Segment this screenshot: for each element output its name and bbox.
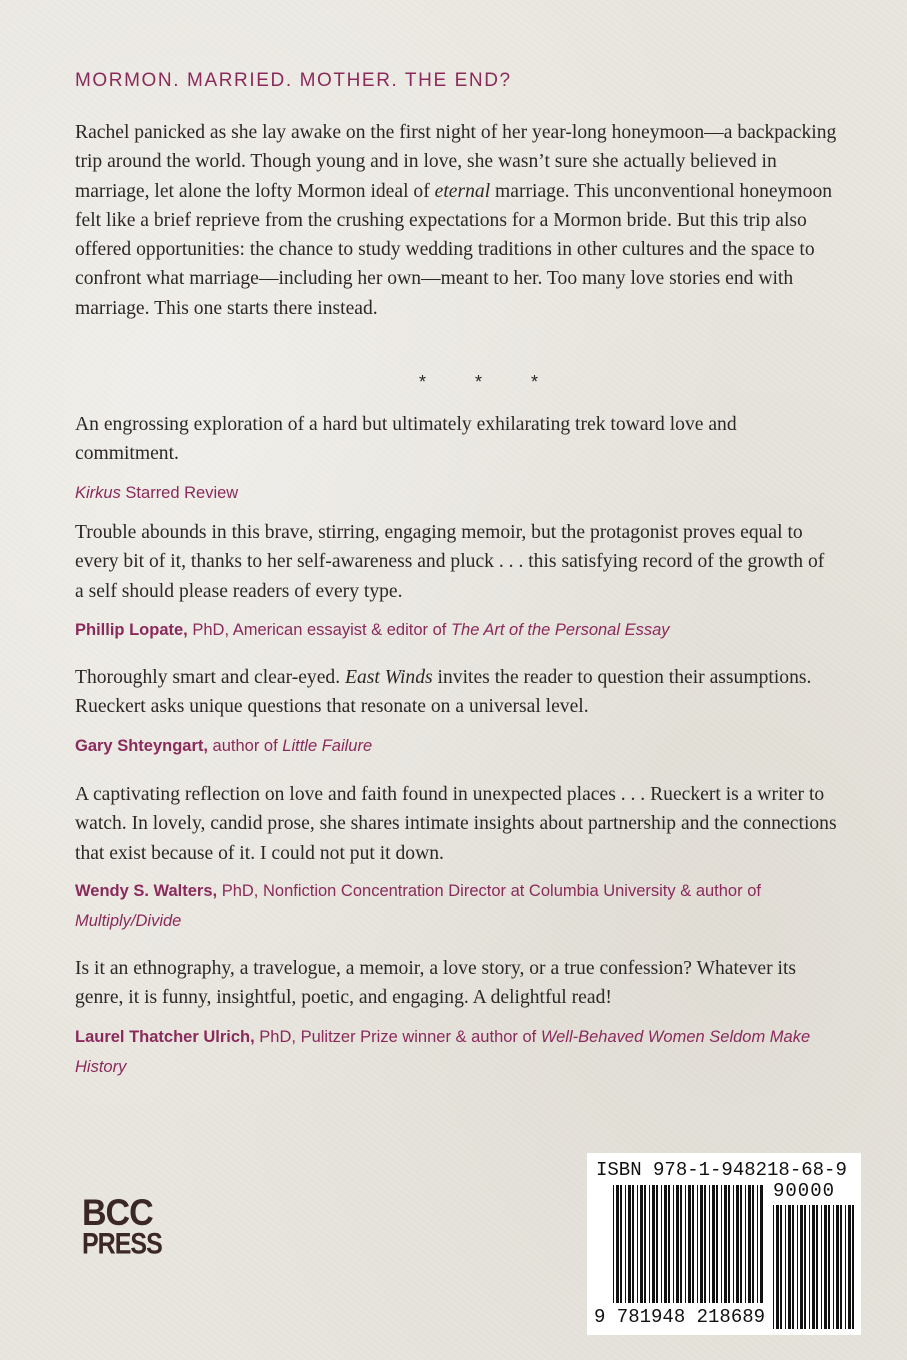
barcode-bar — [685, 1185, 686, 1303]
review-source-suffix: Starred Review — [120, 484, 239, 502]
review-quote: An engrossing exploration of a hard but ultimately exhilarating trek toward love and commitment. — [75, 414, 737, 465]
barcode-bar — [668, 1185, 670, 1303]
review-attribution — [75, 876, 845, 936]
barcode-bar — [644, 1185, 646, 1303]
barcode-bar — [640, 1185, 643, 1303]
barcode-bar — [716, 1185, 718, 1303]
barcode-bar — [728, 1185, 730, 1303]
barcode-bar — [692, 1185, 694, 1303]
barcode-bar — [656, 1185, 658, 1303]
barcode-bar — [661, 1185, 662, 1303]
barcode-bar — [697, 1185, 698, 1303]
barcode-bar — [840, 1205, 842, 1329]
barcode-bar — [673, 1185, 674, 1303]
barcode-bar — [833, 1205, 834, 1329]
barcode-bar — [733, 1185, 734, 1303]
barcode-bar — [721, 1185, 722, 1303]
review-quote: A captivating reflection on love and faith found in unexpected places . . . Rueckert is a writer to watch. In lovely, candid prose, she shares intimate insights about partnership and the connections that exist because of it. I could not put it down. — [75, 784, 837, 864]
reviewer-detail: PhD, Pulitzer Prize winner & author of — [254, 1028, 541, 1046]
review-quote: Is it an ethnography, a travelogue, a memoir, a love story, or a true confession? Whatever its genre, it is funny, insightful, poetic, and engaging. A delightful read! — [75, 958, 797, 1009]
barcode-bar — [824, 1205, 827, 1329]
barcode-bar — [836, 1205, 839, 1329]
reviewer-name: Laurel Thatcher Ulrich, — [75, 1028, 255, 1046]
reviewer-name: Wendy S. Walters, — [75, 882, 218, 900]
quote-title: East Winds — [345, 667, 433, 688]
barcode-bar — [780, 1205, 782, 1329]
barcode-bar — [688, 1185, 691, 1303]
barcode-bar — [816, 1205, 818, 1329]
barcode-bar — [852, 1205, 854, 1329]
barcode-bar — [664, 1185, 667, 1303]
barcode-bar — [760, 1185, 763, 1303]
reviewer-work: The Art of the Personal Essay — [450, 621, 670, 639]
barcode-ean-digits: 9 781948 218689 — [594, 1306, 766, 1328]
reviewer-work: Little Failure — [282, 737, 373, 755]
barcode-bar — [740, 1185, 742, 1303]
barcode-bar — [788, 1205, 791, 1329]
barcode-bar — [792, 1205, 794, 1329]
blurb-text: Rachel panicked as she lay awake on the first night of her year-long honeymoon—a backpacking trip around the world. Though young and in love, she wasn’t sure she actually believed in marriage, let alone the lofty Mormon ideal of — [75, 122, 837, 202]
quote-text: invites the reader to question their assumptions. Rueckert asks unique questions that resonate on a universal level. — [75, 667, 812, 718]
barcode-bar — [625, 1185, 626, 1303]
quote-text: Thoroughly smart and clear-eyed. — [75, 667, 346, 688]
publisher-logo — [82, 1192, 162, 1261]
isbn-text: ISBN 978-1-948218-68-9 — [596, 1159, 847, 1181]
barcode-bar — [628, 1185, 631, 1303]
barcode-bar — [748, 1185, 751, 1303]
barcode-bar — [804, 1205, 806, 1329]
reviewer-detail: author of — [207, 737, 283, 755]
review-attribution — [75, 615, 845, 645]
barcode-bar — [637, 1185, 638, 1303]
barcode-bar — [652, 1185, 655, 1303]
section-separator: * * * — [419, 372, 561, 392]
barcode-bar — [700, 1185, 703, 1303]
barcode-bar — [785, 1205, 786, 1329]
review-attribution — [75, 1022, 845, 1082]
barcode-bar — [800, 1205, 803, 1329]
reviewer-name: Gary Shteyngart, — [75, 737, 208, 755]
barcode-bar — [736, 1185, 739, 1303]
barcode-bar — [845, 1205, 846, 1329]
barcode-bar — [620, 1185, 622, 1303]
review-source: Kirkus — [75, 484, 121, 502]
barcode-addon-digits: 90000 — [773, 1180, 836, 1202]
review-attribution — [75, 731, 845, 761]
reviewer-work: Well-Behaved Women Seldom Make History — [75, 1028, 811, 1076]
reviewer-detail: PhD, American essayist & editor of — [187, 621, 451, 639]
barcode-bar — [680, 1185, 682, 1303]
logo-line: PRESS — [82, 1227, 162, 1261]
blurb-emphasis: eternal — [434, 180, 491, 202]
barcode-bar — [809, 1205, 810, 1329]
barcode-bar — [649, 1185, 650, 1303]
blurb-text: marriage. This unconventional honeymoon felt like a brief reprieve from the crushing expectations for a Mormon bride. But this trip also offered opportunities: the chance to study wedding traditions in other cultures and the space to confront what marriage—including her own—meant to her. Too many love stories end with marriage. This one starts there instead. — [75, 180, 833, 319]
barcode-bar — [821, 1205, 822, 1329]
barcode-bar — [812, 1205, 815, 1329]
barcode-bar — [704, 1185, 706, 1303]
barcode-bar — [848, 1205, 851, 1329]
review-attribution — [75, 478, 845, 508]
barcode-bar — [712, 1185, 715, 1303]
book-blurb — [75, 118, 837, 323]
logo-line: BCC — [82, 1192, 153, 1234]
barcode-bar — [613, 1185, 614, 1303]
barcode-bar — [616, 1185, 619, 1303]
reviewer-work: Multiply/Divide — [75, 912, 182, 930]
barcode-bar — [757, 1185, 758, 1303]
barcode-bar — [632, 1185, 634, 1303]
tagline: MORMON. MARRIED. MOTHER. THE END? — [75, 70, 512, 91]
barcode-bar — [776, 1205, 779, 1329]
barcode-bar — [773, 1205, 774, 1329]
reviewer-name: Phillip Lopate, — [75, 621, 188, 639]
barcode-bar — [752, 1185, 754, 1303]
review-quote: Trouble abounds in this brave, stirring, engaging memoir, but the protagonist proves equal to every bit of it, thanks to her self-awareness and pluck . . . this satisfying record of the growth of a self should please readers of every type. — [75, 522, 825, 602]
review-quote — [75, 663, 837, 722]
barcode-bar — [745, 1185, 746, 1303]
barcode-bar — [724, 1185, 727, 1303]
barcode-bar — [676, 1185, 679, 1303]
barcode-bar — [828, 1205, 830, 1329]
reviewer-detail: PhD, Nonfiction Concentration Director at Columbia University & author of — [217, 882, 761, 900]
barcode-bar — [797, 1205, 798, 1329]
barcode-bar — [709, 1185, 710, 1303]
isbn-barcode — [587, 1153, 861, 1335]
